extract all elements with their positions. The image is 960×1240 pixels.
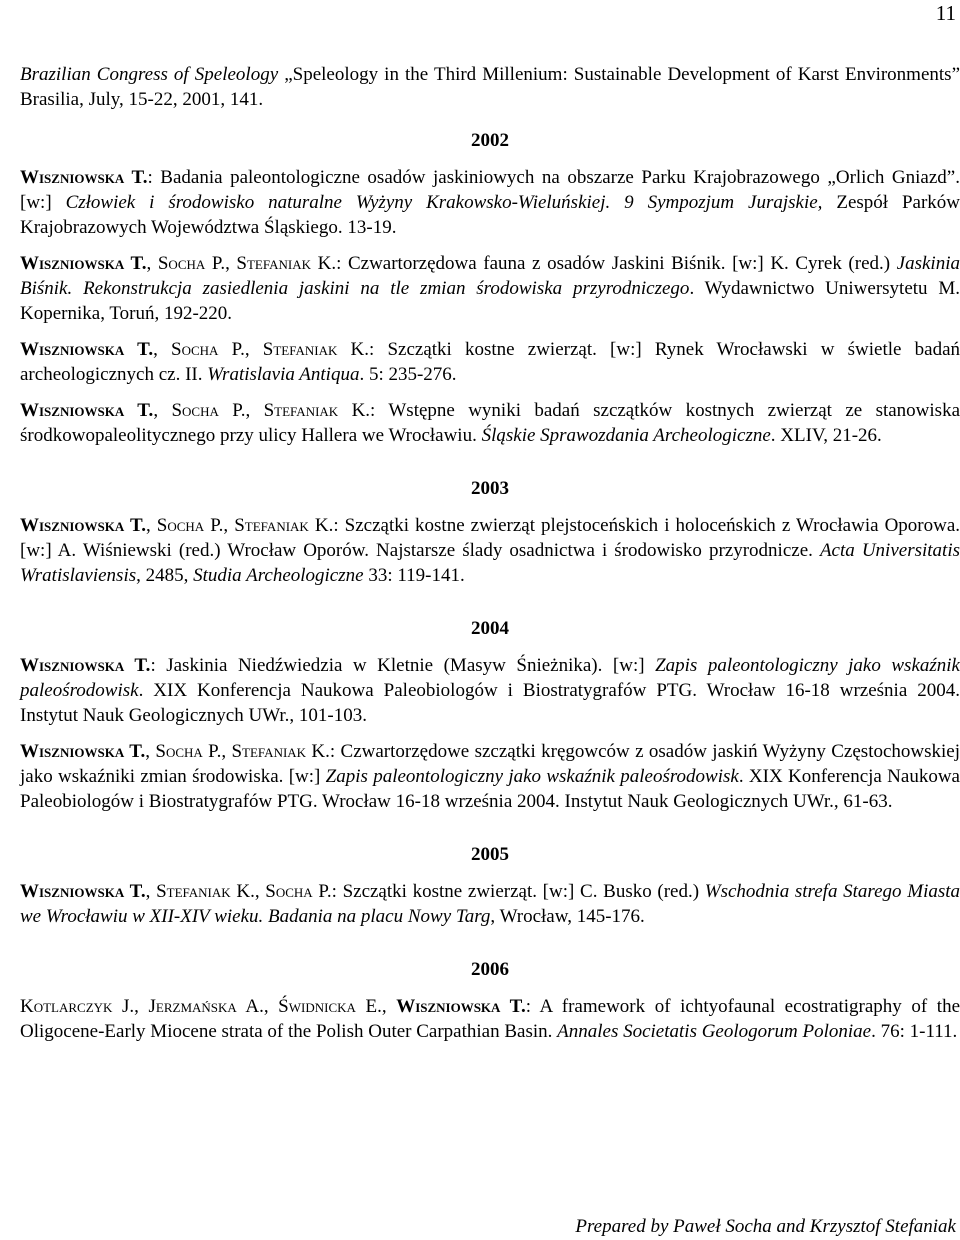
entry-text: Zespół Parków Krajobrazowych Województwa Śląskiego. 13-19. (20, 192, 960, 238)
author-name: Wiszniowska T. (20, 253, 147, 274)
year-heading: 2005 (471, 844, 509, 865)
author-name: Wiszniowska T. (396, 996, 526, 1017)
entry-title: Zapis paleontologiczny jako wskaźnik paleośrodowisk (20, 655, 960, 701)
entry-title: Annales Societatis Geologorum Poloniae (557, 1021, 872, 1042)
author-name: Wiszniowska T. (20, 167, 148, 188)
separator: , (153, 400, 172, 421)
entry-text: : Wstępne wyniki badań szczątków kostnych zwierząt ze stanowiska środkowopaleolitycznego przy ulicy Hallera we Wrocławiu. (20, 400, 960, 446)
entry-title: Jaskinia Biśnik. Rekonstrukcja zasiedlenia jaskini na tle zmian środowiska przyrodniczego (20, 253, 960, 299)
entry-text: : Szczątki kostne zwierząt. [w:] C. Busko (red.) (331, 881, 705, 902)
bibliography-entry (20, 62, 960, 112)
entry-text: : Czwartorzędowe szczątki kręgowców z osadów jaskiń Wyżyny Częstochowskiej jako wskaźniki zmian środowiska. [w:] (20, 741, 960, 787)
entry-text: , 2485, (136, 565, 194, 586)
entry-text: : Szczątki kostne zwierząt plejstoceńskich i holoceńskich z Wrocławia Oporowa. [w:] A. Wiśniewski (red.) Wrocław Oporów. Najstarsze ślady osadnictwa i środowisko przyrodnicze. (20, 515, 960, 561)
author-name: Wiszniowska T. (20, 741, 146, 762)
author-name: Socha P. (265, 881, 332, 902)
separator: , (381, 996, 397, 1017)
entry-text: . XIX Konferencja Naukowa Paleobiologów i Biostratygrafów PTG. Wrocław 16-18 września 2004. Instytut Nauk Geologicznych UWr., 61-63. (20, 766, 960, 812)
entry-title: Śląskie Sprawozdania Archeologiczne (481, 425, 771, 446)
author-name: Stefaniak K. (156, 881, 255, 902)
separator: , (134, 996, 149, 1017)
author-name: Świdnicka E. (278, 996, 382, 1017)
author-name: Stefaniak K. (234, 515, 334, 536)
author-name: Socha P. (171, 400, 246, 421)
author-name: Kotlarczyk J. (20, 996, 135, 1017)
separator: , (225, 253, 237, 274)
author-name: Socha P. (156, 515, 224, 536)
separator: , (223, 515, 235, 536)
separator: , (244, 339, 263, 360)
bibliography-entry (20, 251, 960, 326)
author-name: Stefaniak K. (236, 253, 337, 274)
author-name: Socha P. (155, 741, 222, 762)
page-footer: Prepared by Paweł Socha and Krzysztof Stefaniak (575, 1216, 956, 1237)
entry-text: : Czwartorzędowa fauna z osadów Jaskini Biśnik. [w:] K. Cyrek (red.) (336, 253, 897, 274)
entry-text: „Speleology in the Third Millenium: Sustainable Development of Karst Environments” Brasilia, July, 15-22, 2001, 141. (20, 64, 960, 110)
year-heading: 2006 (471, 959, 509, 980)
separator: , (245, 400, 264, 421)
entry-title: Wschodnia strefa Starego Miasta we Wrocławiu w XII-XIV wieku. Badania na placu Nowy Targ (20, 881, 960, 927)
entry-text: . XIX Konferencja Naukowa Paleobiologów i Biostratygrafów PTG. Wrocław 16-18 września 2004. Instytut Nauk Geologicznych UWr., 101-103. (20, 680, 960, 726)
entry-text: : Jaskinia Niedźwiedzia w Kletnie (Masyw Śnieżnika). [w:] (150, 655, 656, 676)
entry-text: . 5: 235-276. (359, 364, 457, 385)
entry-text: . Wydawnictwo Uniwersytetu M. Kopernika, Toruń, 192-220. (20, 278, 960, 324)
author-name: Wiszniowska T. (20, 515, 146, 536)
separator: , (254, 881, 266, 902)
separator: , (153, 339, 172, 360)
bibliography-list (20, 62, 960, 1055)
author-name: Stefaniak K. (263, 400, 371, 421)
author-name: Wiszniowska T. (20, 400, 154, 421)
entry-title: Zapis paleontologiczny jako wskaźnik paleośrodowisk (325, 766, 739, 787)
entry-text: : A framework of ichtyofaunal ecostratigraphy of the Oligocene-Early Miocene strata of the Polish Outer Carpathian Basin. (20, 996, 960, 1042)
bibliography-entry (20, 513, 960, 588)
page-number: 11 (935, 1, 956, 25)
entry-text: . 76: 1-111. (871, 1021, 958, 1042)
bibliography-entry (20, 165, 960, 240)
bibliography-entry (20, 337, 960, 387)
author-name: Socha P. (171, 339, 245, 360)
separator: , (145, 741, 156, 762)
year-heading: 2003 (471, 478, 509, 499)
separator: , (263, 996, 279, 1017)
author-name: Jerzmańska A. (148, 996, 264, 1017)
bibliography-entry (20, 653, 960, 728)
entry-text: , Wrocław, 145-176. (490, 906, 645, 927)
bibliography-entry (20, 739, 960, 814)
entry-title: Wratislavia Antiqua (207, 364, 360, 385)
author-name: Stefaniak K. (262, 339, 370, 360)
year-heading: 2004 (471, 618, 509, 639)
bibliography-entry (20, 398, 960, 448)
separator: , (146, 253, 158, 274)
author-name: Stefaniak K. (231, 741, 330, 762)
entry-text: : Szczątki kostne zwierząt. [w:] Rynek Wrocławski w świetle badań archeologicznych cz. II. (20, 339, 960, 385)
year-heading: 2002 (471, 130, 509, 151)
author-name: Wiszniowska T. (20, 339, 154, 360)
entry-title: Acta Universitatis Wratislaviensis (20, 540, 960, 586)
entry-text: . XLIV, 21-26. (770, 425, 882, 446)
entry-title: Brazilian Congress of Speleology (20, 64, 279, 85)
entry-text: : Badania paleontologiczne osadów jaskiniowych na obszarze Parku Krajobrazowego „Orlich Gniazd”. [w:] (20, 167, 960, 213)
author-name: Wiszniowska T. (20, 881, 146, 902)
author-name: Socha P. (157, 253, 226, 274)
entry-title: Studia Archeologiczne (193, 565, 364, 586)
author-name: Wiszniowska T. (20, 655, 151, 676)
entry-title: Człowiek i środowisko naturalne Wyżyny Krakowsko-Wieluńskiej. 9 Sympozjum Jurajskie, (65, 192, 823, 213)
separator: , (221, 741, 232, 762)
separator: , (145, 515, 157, 536)
entry-text: 33: 119-141. (363, 565, 465, 586)
separator: , (145, 881, 157, 902)
bibliography-entry (20, 879, 960, 929)
bibliography-entry (20, 994, 960, 1044)
